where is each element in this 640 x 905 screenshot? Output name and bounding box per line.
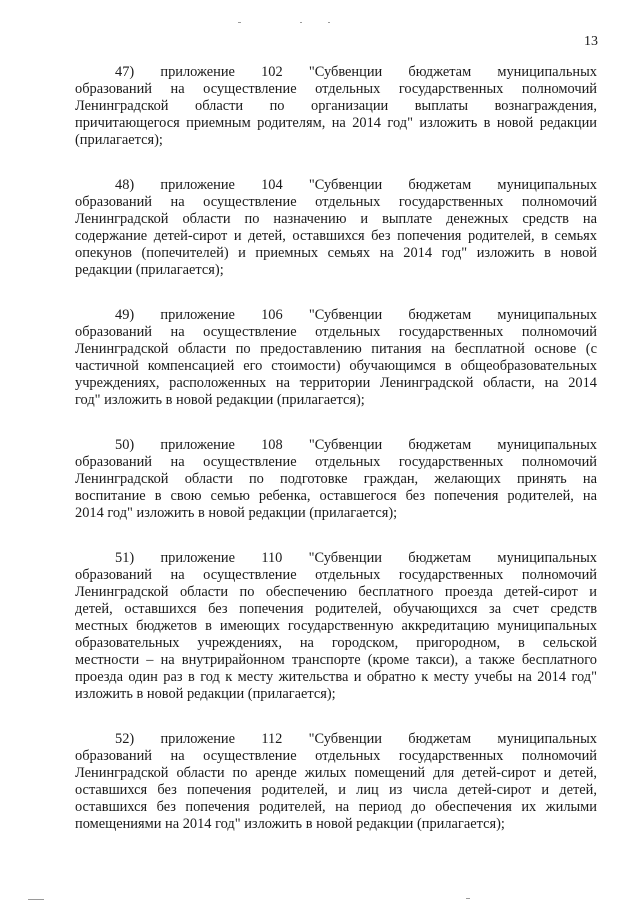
text-line: (прилагается); xyxy=(75,132,163,148)
text-line: местных бюджетов в имеющих государственную аккредитацию муниципальных xyxy=(75,618,597,634)
text-line: воспитание в свою семью ребенка, оставшегося без попечения родителей, на xyxy=(75,488,597,504)
text-line: образований на осуществление отдельных государственных полномочий xyxy=(75,81,597,97)
list-item xyxy=(75,64,597,149)
text-line: образований на осуществление отдельных государственных полномочий xyxy=(75,324,597,340)
text-line: редакции (прилагается); xyxy=(75,262,224,278)
text-line: Ленинградской области по подготовке граждан, желающих принять на xyxy=(75,471,597,487)
paragraph-48 xyxy=(75,177,597,279)
text-line: частичной компенсацией его стоимости) обучающимся в общеобразовательных xyxy=(75,358,597,374)
text-line: Ленинградской области по назначению и выплате денежных средств на xyxy=(75,211,597,227)
list-item xyxy=(75,550,597,703)
list-item xyxy=(75,177,597,279)
text-line: 52) приложение 112 "Субвенции бюджетам муниципальных xyxy=(115,731,597,747)
text-line: Ленинградской области по обеспечению бесплатного проезда детей-сирот и xyxy=(75,584,597,600)
text-line: помещениями на 2014 год" изложить в новой редакции (прилагается); xyxy=(75,816,505,832)
text-line: 47) приложение 102 "Субвенции бюджетам муниципальных xyxy=(115,64,597,80)
text-line: образований на осуществление отдельных государственных полномочий xyxy=(75,748,597,764)
text-line: год" изложить в новой редакции (прилагается); xyxy=(75,392,365,408)
paragraph-50 xyxy=(75,437,597,522)
text-line: местности – на внутрирайонном транспорте (кроме такси), а также бесплатного xyxy=(75,652,597,668)
paragraph-47 xyxy=(75,64,597,149)
scan-speck xyxy=(328,22,330,23)
paragraph-51 xyxy=(75,550,597,703)
paragraph-49 xyxy=(75,307,597,409)
list-item xyxy=(75,731,597,833)
text-line: опекунов (попечителей) и приемных семьях на 2014 год" изложить в новой xyxy=(75,245,597,261)
text-line: причитающегося приемным родителям, на 2014 год" изложить в новой редакции xyxy=(75,115,597,131)
text-line: 50) приложение 108 "Субвенции бюджетам муниципальных xyxy=(115,437,597,453)
text-line: оставшихся без попечения родителей, на период до обеспечения их жилыми xyxy=(75,799,597,815)
text-line: Ленинградской области по предоставлению питания на бесплатной основе (с xyxy=(75,341,597,357)
text-line: образований на осуществление отдельных государственных полномочий xyxy=(75,194,597,210)
scan-speck xyxy=(238,22,241,23)
text-line: образовательных учреждениях, на городском, пригородном, в сельской xyxy=(75,635,597,651)
paragraph-52 xyxy=(75,731,597,833)
list-item xyxy=(75,307,597,409)
text-line: детей, оставшихся без попечения родителей, обучающихся за счет средств xyxy=(75,601,597,617)
text-line: Ленинградской области по аренде жилых помещений для детей-сирот и детей, xyxy=(75,765,597,781)
scan-speck xyxy=(28,899,44,900)
scan-speck xyxy=(466,898,470,899)
text-line: образований на осуществление отдельных государственных полномочий xyxy=(75,567,597,583)
text-line: образований на осуществление отдельных государственных полномочий xyxy=(75,454,597,470)
text-line: изложить в новой редакции (прилагается); xyxy=(75,686,336,702)
text-line: Ленинградской области по организации выплаты вознаграждения, xyxy=(75,98,597,114)
text-line: учреждениях, расположенных на территории Ленинградской области, на 2014 xyxy=(75,375,597,391)
text-line: 51) приложение 110 "Субвенции бюджетам муниципальных xyxy=(115,550,597,566)
scan-speck xyxy=(300,22,302,23)
list-item xyxy=(75,437,597,522)
text-line: оставшихся без попечения родителей, и лиц из числа детей-сирот и детей, xyxy=(75,782,597,798)
document-body xyxy=(75,64,597,861)
text-line: 48) приложение 104 "Субвенции бюджетам муниципальных xyxy=(115,177,597,193)
text-line: проезда один раз в год к месту жительства и обратно к месту учебы на 2014 год" xyxy=(75,669,597,685)
text-line: 2014 год" изложить в новой редакции (прилагается); xyxy=(75,505,398,521)
text-line: 49) приложение 106 "Субвенции бюджетам муниципальных xyxy=(115,307,597,323)
page-number: 13 xyxy=(584,34,598,49)
text-line: содержание детей-сирот и детей, оставшихся без попечения родителей, в семьях xyxy=(75,228,597,244)
